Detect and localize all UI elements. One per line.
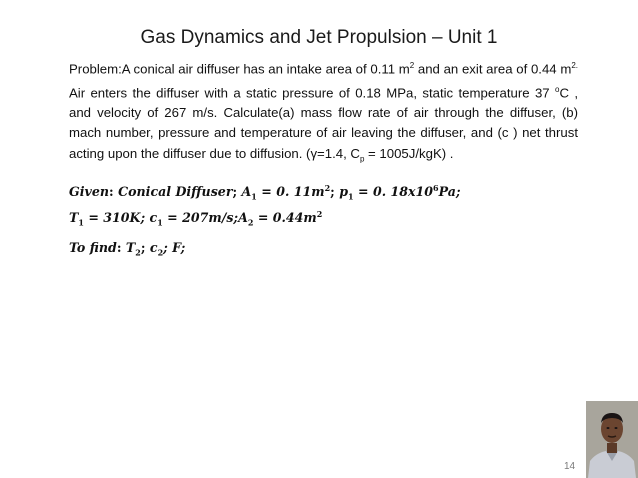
a1-value: 0. 11m: [276, 184, 325, 200]
problem-text-2: and an exit area of 0.44 m: [414, 61, 572, 77]
problem-sup-3: o: [554, 84, 560, 94]
problem-text-4: C , and velocity of 267 m/s. Calculate(a) mass flow rate of air through the diffuser, (b) mach number, pressure and temperature of air leaving the diffuser, and (c ) net thrust acting upon the diffuser due to diffusion. (γ=1.4, C: [69, 84, 578, 161]
a1-symbol: A: [241, 184, 252, 200]
problem-sub-1: p: [359, 154, 365, 164]
given-line-2: [69, 209, 322, 228]
to-find-label: To find: [69, 240, 117, 255]
t1-symbol: T: [69, 210, 79, 226]
given-colon: :: [109, 184, 119, 200]
a2-subscript: 2: [247, 217, 254, 228]
a2-superscript: 2: [316, 209, 323, 219]
page-number: 14: [564, 461, 576, 472]
presenter-photo: [586, 401, 638, 478]
p1-value: 0. 18x10: [372, 184, 434, 200]
c2-symbol: c: [149, 240, 158, 255]
given-separator-2: ;: [330, 184, 340, 200]
a2-value: = 0.44m: [253, 210, 317, 226]
t1-value: = 310K;: [83, 210, 150, 226]
given-separator: ;: [232, 184, 242, 200]
problem-text-1: Problem:A conical air diffuser has an intake area of 0.11 m: [69, 61, 410, 77]
p1-symbol: p: [339, 184, 349, 200]
presenter-portrait-image: [586, 401, 638, 478]
t2-symbol: T: [125, 240, 136, 255]
p1-unit: Pa;: [438, 184, 461, 200]
p1-equals: =: [353, 184, 373, 200]
c1-subscript: 1: [157, 217, 163, 228]
slide-title: Gas Dynamics and Jet Propulsion – Unit 1: [140, 27, 498, 48]
problem-text-5: = 1005J/kgK) .: [364, 145, 454, 161]
a1-superscript: 2: [324, 183, 331, 193]
a2-symbol: A: [238, 210, 248, 226]
problem-statement: [69, 56, 578, 169]
to-find-line: [69, 240, 185, 258]
given-line: [69, 183, 461, 202]
t1-subscript: 1: [78, 217, 84, 228]
c1-symbol: c: [149, 210, 158, 226]
a1-equals: =: [256, 184, 277, 200]
t2-subscript: 2: [135, 247, 141, 258]
p1-superscript: 6: [433, 183, 439, 193]
a1-subscript: 1: [251, 191, 257, 202]
to-find-colon: :: [116, 240, 126, 255]
p1-subscript: 1: [348, 191, 354, 202]
to-find-rest: ; F;: [163, 240, 186, 255]
to-find-separator: ;: [140, 240, 150, 255]
problem-sup-2: 2.: [571, 61, 578, 70]
c2-subscript: 2: [157, 247, 164, 258]
given-label: Given: [69, 184, 110, 200]
problem-sup-1: 2: [409, 61, 415, 70]
problem-text-3: Air enters the diffuser with a static pressure of 0.18 MPa, static temperature 37: [69, 84, 555, 100]
given-subject: Conical Diffuser: [118, 184, 233, 200]
c1-value: = 207m/s;: [162, 210, 239, 226]
